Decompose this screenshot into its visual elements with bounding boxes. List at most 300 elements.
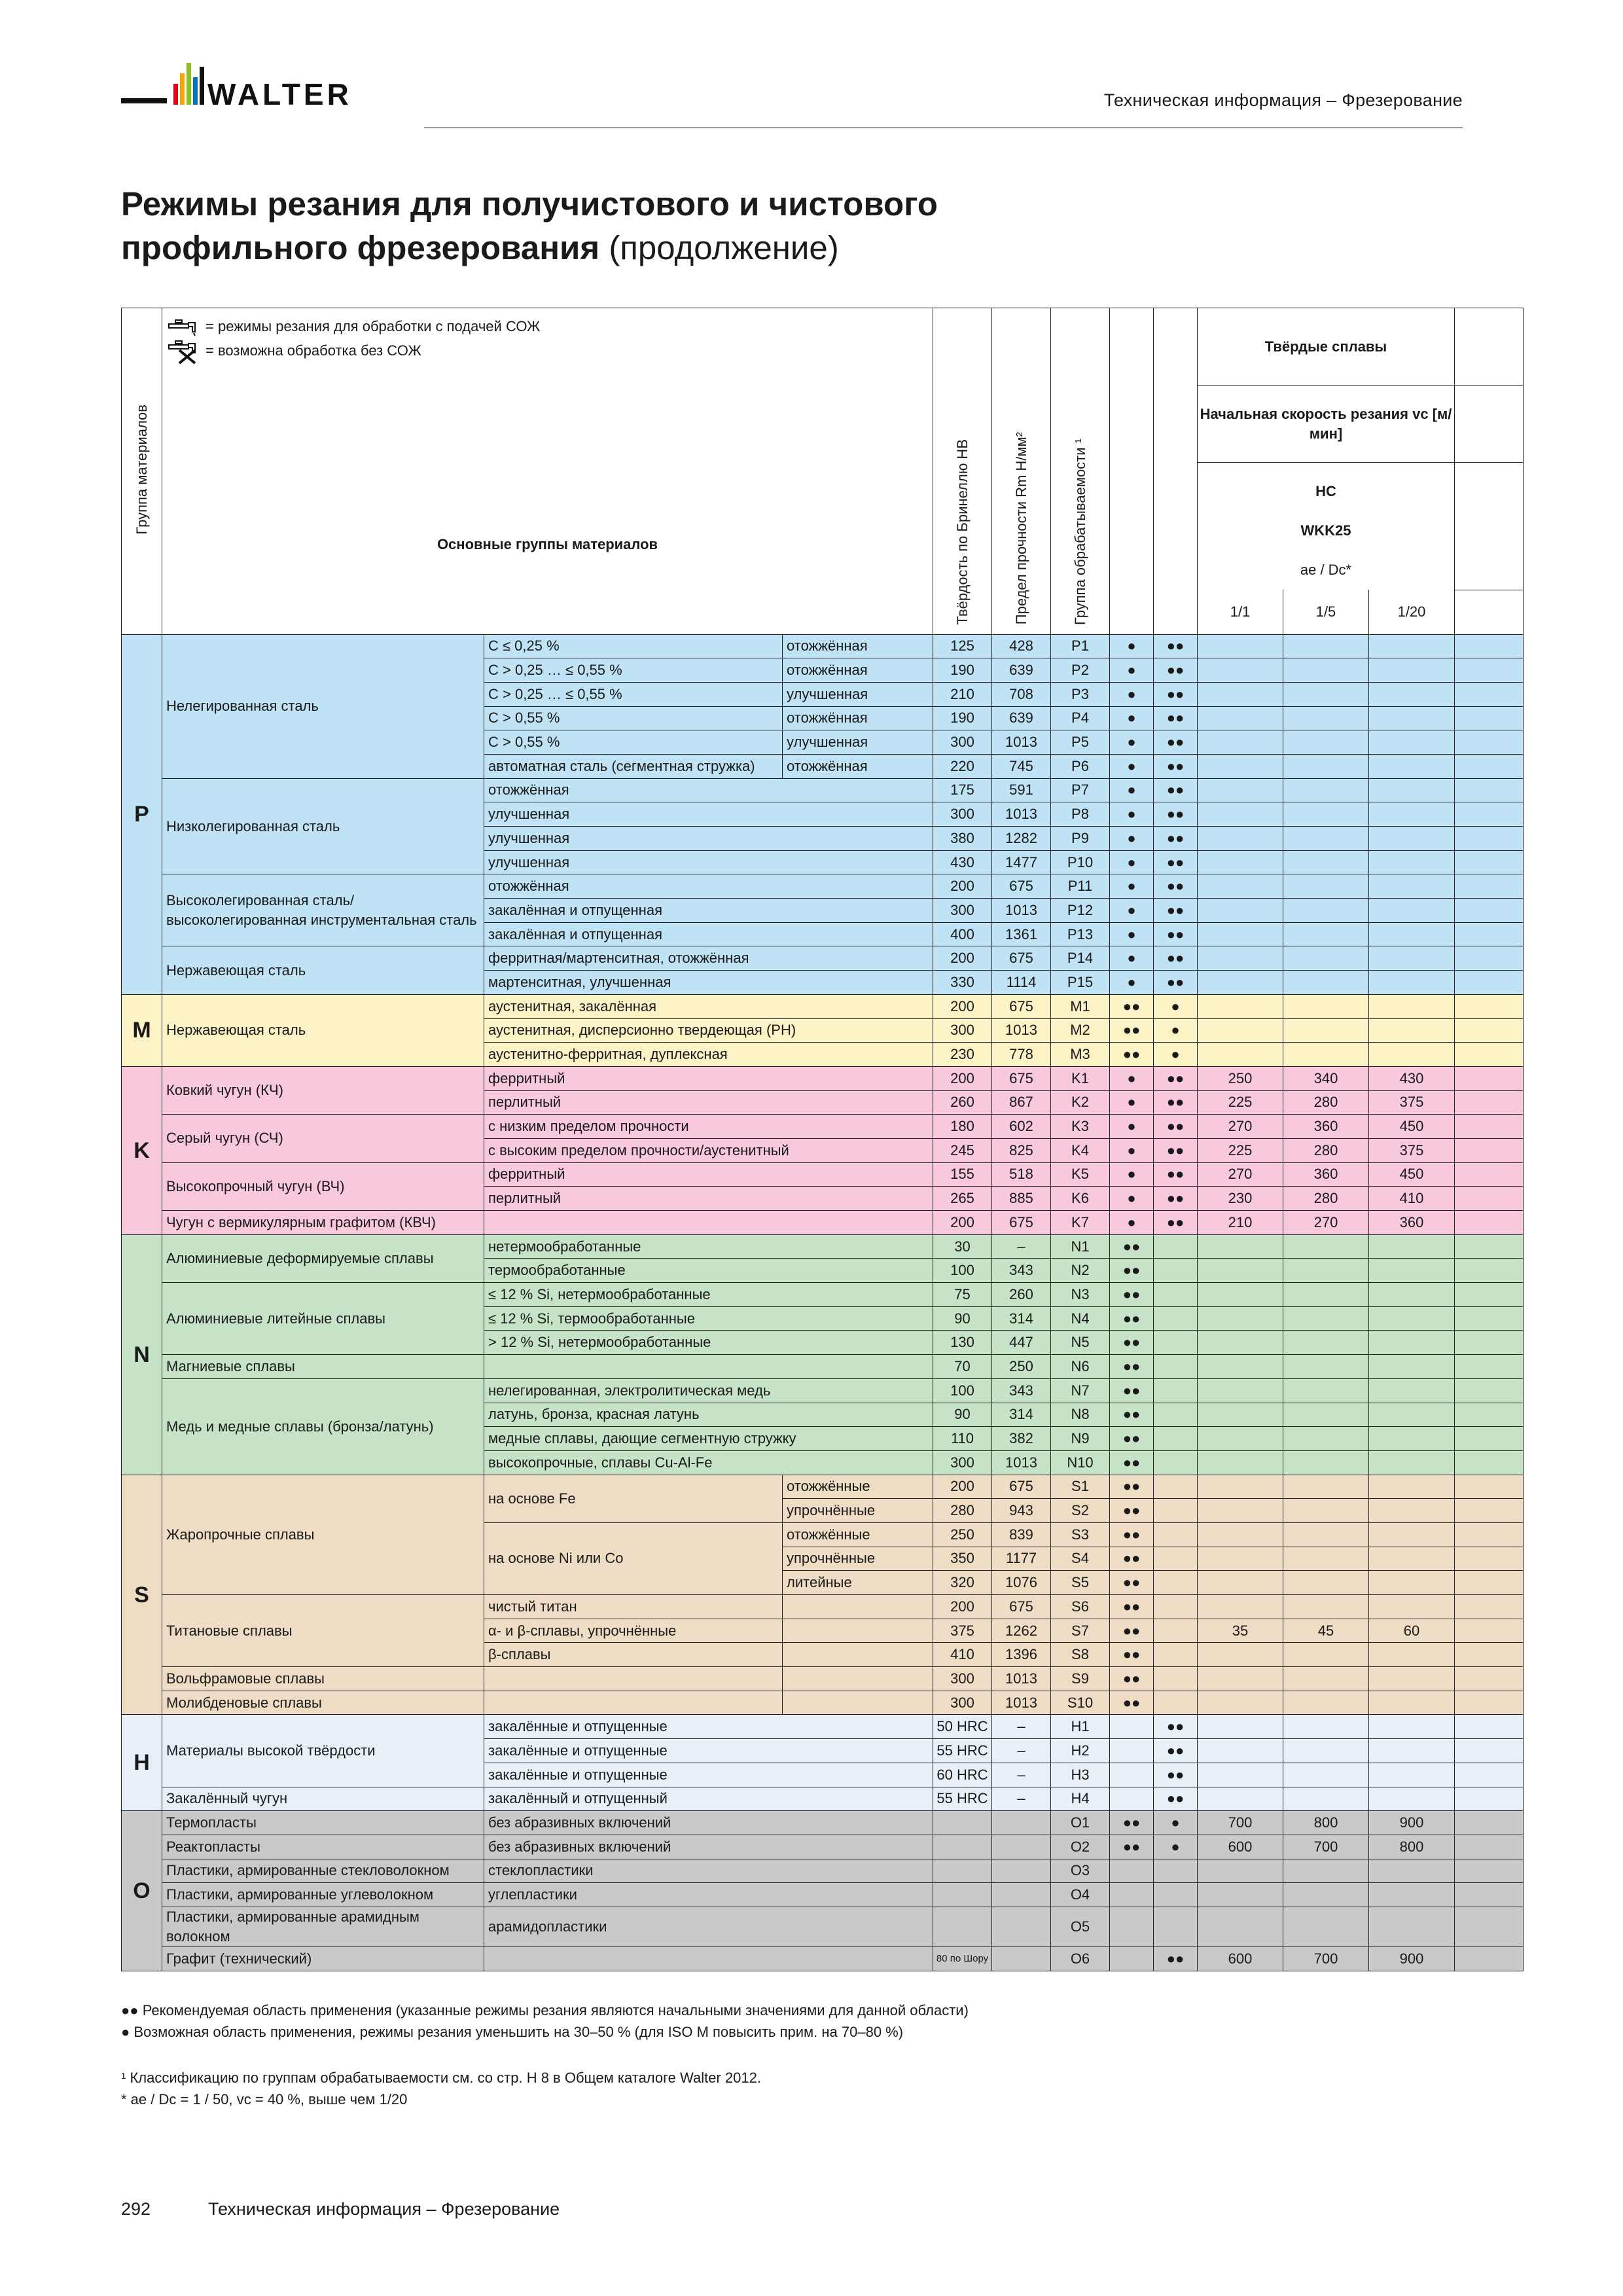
vc-1-20 <box>1369 1787 1455 1811</box>
rm-value: – <box>992 1763 1051 1787</box>
vc-1-5 <box>1283 730 1369 755</box>
vc-1-1 <box>1198 802 1283 827</box>
material-subgroup: закалённый и отпущенный <box>484 1787 933 1811</box>
vc-1-20: 375 <box>1369 1138 1455 1162</box>
material-condition: упрочнённые <box>783 1499 933 1523</box>
material-group-name: Пластики, армированные углеволокном <box>162 1883 484 1907</box>
hb-value: 55 HRC <box>933 1787 992 1811</box>
dry-rating <box>1154 1571 1198 1595</box>
rm-value: 943 <box>992 1499 1051 1523</box>
rm-value <box>992 1859 1051 1883</box>
material-subgroup: отожжённая <box>484 778 933 802</box>
dry-rating: ●● <box>1154 1066 1198 1090</box>
vc-1-1: 270 <box>1198 1115 1283 1139</box>
material-condition: отожжённая <box>783 634 933 658</box>
group-s <box>122 1475 1524 1715</box>
group-m <box>122 994 1524 1066</box>
hb-value: 110 <box>933 1427 992 1451</box>
vc-1-1 <box>1198 1499 1283 1523</box>
vc-1-5 <box>1283 1571 1369 1595</box>
vc-1-1 <box>1198 1403 1283 1427</box>
cut-edge <box>1455 658 1524 683</box>
hb-value: 200 <box>933 1066 992 1090</box>
vc-1-1 <box>1198 922 1283 946</box>
hb-value: 125 <box>933 634 992 658</box>
rm-value: – <box>992 1787 1051 1811</box>
machinability-group: N6 <box>1051 1355 1110 1379</box>
vc-1-20 <box>1369 1883 1455 1907</box>
hb-value: 100 <box>933 1259 992 1283</box>
cut-edge <box>1455 827 1524 851</box>
dry-rating <box>1154 1907 1198 1946</box>
vc-1-20 <box>1369 922 1455 946</box>
material-subgroup: арамидопластики <box>484 1907 933 1946</box>
rm-value: 382 <box>992 1427 1051 1451</box>
wet-rating <box>1110 1763 1154 1787</box>
wet-rating: ● <box>1110 850 1154 874</box>
table-row <box>122 1907 1524 1946</box>
group-n <box>122 1234 1524 1475</box>
cut-edge <box>1455 1211 1524 1235</box>
vc-1-5: 270 <box>1283 1211 1369 1235</box>
material-subgroup: термообработанные <box>484 1259 933 1283</box>
material-subgroup: перлитный <box>484 1187 933 1211</box>
rm-value: 343 <box>992 1259 1051 1283</box>
footnotes <box>121 2067 761 2110</box>
cut-edge <box>1455 899 1524 923</box>
dry-rating: ●● <box>1154 1739 1198 1763</box>
machinability-group: N7 <box>1051 1378 1110 1403</box>
dry-rating <box>1154 1355 1198 1379</box>
table-row <box>122 1946 1524 1971</box>
material-subgroup: с низким пределом прочности <box>484 1115 933 1139</box>
cut-edge <box>1455 1090 1524 1115</box>
table-row <box>122 1667 1524 1691</box>
vc-1-1 <box>1198 1234 1283 1259</box>
machinability-group: H1 <box>1051 1715 1110 1739</box>
wet-rating: ● <box>1110 1090 1154 1115</box>
vc-1-20 <box>1369 1595 1455 1619</box>
material-subgroup: C > 0,25 … ≤ 0,55 % <box>484 682 783 706</box>
wet-rating: ●● <box>1110 1475 1154 1499</box>
cut-edge <box>1455 1331 1524 1355</box>
machinability-group: N2 <box>1051 1259 1110 1283</box>
vc-1-20 <box>1369 1355 1455 1379</box>
hb-value: 265 <box>933 1187 992 1211</box>
wet-rating: ●● <box>1110 1522 1154 1547</box>
rm-value: 591 <box>992 778 1051 802</box>
wet-rating: ●● <box>1110 1450 1154 1475</box>
material-subgroup: латунь, бронза, красная латунь <box>484 1403 933 1427</box>
cut-edge <box>1455 1619 1524 1643</box>
material-group-name: Серый чугун (СЧ) <box>162 1115 484 1162</box>
vc-1-1 <box>1198 1691 1283 1715</box>
vc-1-20 <box>1369 1283 1455 1307</box>
dry-rating: ●● <box>1154 850 1198 874</box>
hb-value: 90 <box>933 1403 992 1427</box>
vc-1-20 <box>1369 1475 1455 1499</box>
machinability-group: S6 <box>1051 1595 1110 1619</box>
hb-value: 200 <box>933 1475 992 1499</box>
hb-value: 200 <box>933 994 992 1018</box>
wet-rating <box>1110 1946 1154 1971</box>
iso-group-letter: H <box>122 1715 162 1811</box>
table-row <box>122 1595 1524 1619</box>
vc-1-20 <box>1369 850 1455 874</box>
vc-1-5 <box>1283 1595 1369 1619</box>
footer-title: Техническая информация – Фрезерование <box>208 2199 560 2219</box>
material-condition: улучшенная <box>783 682 933 706</box>
note-possible: ● Возможная область применения, режимы резания уменьшить на 30–50 % (для ISO M повысить прим. на 70–80 %) <box>121 2024 904 2040</box>
vc-1-20: 450 <box>1369 1115 1455 1139</box>
machinability-group: O3 <box>1051 1859 1110 1883</box>
table-row <box>122 946 1524 971</box>
machinability-group: P7 <box>1051 778 1110 802</box>
rm-value: 745 <box>992 754 1051 778</box>
table-row <box>122 1691 1524 1715</box>
rm-value: 428 <box>992 634 1051 658</box>
machinability-group: S2 <box>1051 1499 1110 1523</box>
material-group-name: Графит (технический) <box>162 1946 484 1971</box>
vc-1-1 <box>1198 1355 1283 1379</box>
material-subgroup: C > 0,55 % <box>484 730 783 755</box>
machinability-group: N5 <box>1051 1331 1110 1355</box>
rm-value: 260 <box>992 1283 1051 1307</box>
cut-edge <box>1455 1427 1524 1451</box>
machinability-group: P15 <box>1051 971 1110 995</box>
material-subgroup: C > 0,25 … ≤ 0,55 % <box>484 658 783 683</box>
material-group-name: Высоколегированная сталь/высоколегированная инструментальная сталь <box>162 874 484 946</box>
cut-edge <box>1455 1043 1524 1067</box>
vc-1-5 <box>1283 946 1369 971</box>
vc-1-1 <box>1198 946 1283 971</box>
vc-1-1 <box>1198 1522 1283 1547</box>
group-o <box>122 1811 1524 1971</box>
material-subgroup: чистый титан <box>484 1595 783 1619</box>
cut-edge <box>1455 1667 1524 1691</box>
rm-value: 602 <box>992 1115 1051 1139</box>
cut-edge <box>1455 1403 1524 1427</box>
dry-rating: ●● <box>1154 874 1198 899</box>
rm-value: 1361 <box>992 922 1051 946</box>
hb-value: 200 <box>933 946 992 971</box>
vc-1-1: 600 <box>1198 1946 1283 1971</box>
group-k <box>122 1066 1524 1234</box>
iso-group-letter: P <box>122 634 162 994</box>
rm-value: – <box>992 1234 1051 1259</box>
machinability-group: S1 <box>1051 1475 1110 1499</box>
iso-group-letter: N <box>122 1234 162 1475</box>
material-subgroup: улучшенная <box>484 827 933 851</box>
vc-1-5 <box>1283 1499 1369 1523</box>
wet-rating: ● <box>1110 802 1154 827</box>
note-recommended: ●● Рекомендуемая область применения (указанные режимы резания являются начальными значениями для данной области) <box>121 2002 969 2018</box>
vc-1-20 <box>1369 634 1455 658</box>
hb-header: Твёрдость по Бринеллю HB <box>933 308 992 635</box>
machinability-group: O5 <box>1051 1907 1110 1946</box>
rm-value: 250 <box>992 1355 1051 1379</box>
table-row <box>122 1162 1524 1187</box>
machinability-group: H2 <box>1051 1739 1110 1763</box>
cut-edge <box>1455 922 1524 946</box>
walter-logo <box>121 59 396 131</box>
vc-1-1 <box>1198 706 1283 730</box>
vc-1-1 <box>1198 827 1283 851</box>
vc-1-1 <box>1198 1907 1283 1946</box>
material-condition: отожжённые <box>783 1475 933 1499</box>
vc-1-5: 360 <box>1283 1115 1369 1139</box>
vc-1-5 <box>1283 1907 1369 1946</box>
vc-1-5 <box>1283 1859 1369 1883</box>
dry-rating <box>1154 1619 1198 1643</box>
wet-rating: ● <box>1110 634 1154 658</box>
wet-rating <box>1110 1907 1154 1946</box>
rm-value: 518 <box>992 1162 1051 1187</box>
vc-1-5: 280 <box>1283 1090 1369 1115</box>
hb-value: 245 <box>933 1138 992 1162</box>
wet-rating: ● <box>1110 827 1154 851</box>
material-condition: отожжённая <box>783 658 933 683</box>
material-subgroup: нетермообработанные <box>484 1234 933 1259</box>
material-condition: отожжённые <box>783 1522 933 1547</box>
grade-label: WKK25 <box>1300 522 1351 539</box>
material-group-name: Нелегированная сталь <box>162 634 484 778</box>
vc-1-5 <box>1283 634 1369 658</box>
vc-1-5 <box>1283 899 1369 923</box>
machinability-group: N10 <box>1051 1450 1110 1475</box>
vc-1-5: 280 <box>1283 1187 1369 1211</box>
rm-value: 1177 <box>992 1547 1051 1571</box>
vc-1-20 <box>1369 1403 1455 1427</box>
vc-1-1 <box>1198 1306 1283 1331</box>
dry-rating: ●● <box>1154 1090 1198 1115</box>
wet-rating: ● <box>1110 754 1154 778</box>
wet-rating: ● <box>1110 946 1154 971</box>
material-subgroup: на основе Fe <box>484 1475 783 1522</box>
dry-rating: ●● <box>1154 1138 1198 1162</box>
hb-value <box>933 1811 992 1835</box>
machinability-group: P4 <box>1051 706 1110 730</box>
machinability-group: P2 <box>1051 658 1110 683</box>
cut-edge <box>1455 1283 1524 1307</box>
wet-rating: ●● <box>1110 1427 1154 1451</box>
vc-1-5 <box>1283 1547 1369 1571</box>
vc-1-20: 450 <box>1369 1162 1455 1187</box>
material-subgroup: закалённая и отпущенная <box>484 899 933 923</box>
vc-1-20 <box>1369 971 1455 995</box>
rm-value: 639 <box>992 658 1051 683</box>
rm-value: 675 <box>992 1066 1051 1090</box>
footnote-star: * ae / Dc = 1 / 50, vc = 40 %, выше чем 1/20 <box>121 2091 408 2108</box>
wet-rating: ●● <box>1110 1378 1154 1403</box>
vc-1-20 <box>1369 706 1455 730</box>
hb-value: 300 <box>933 1018 992 1043</box>
machinability-group: K1 <box>1051 1066 1110 1090</box>
vc-1-1 <box>1198 994 1283 1018</box>
vc-1-20 <box>1369 1907 1455 1946</box>
material-subgroup <box>484 1355 933 1379</box>
dry-no-coolant-icon <box>166 338 205 365</box>
hb-value: 220 <box>933 754 992 778</box>
rm-value: 314 <box>992 1306 1051 1331</box>
table-row <box>122 1883 1524 1907</box>
cut-edge <box>1455 874 1524 899</box>
material-group-header: Группа материалов <box>122 308 162 635</box>
table-row <box>122 1715 1524 1739</box>
machinability-group: K6 <box>1051 1187 1110 1211</box>
dry-rating: ● <box>1154 1835 1198 1859</box>
hb-value: 70 <box>933 1355 992 1379</box>
vc-1-1: 225 <box>1198 1090 1283 1115</box>
material-group-name: Реактопласты <box>162 1835 484 1859</box>
dry-rating <box>1154 1259 1198 1283</box>
vc-1-20: 375 <box>1369 1090 1455 1115</box>
wet-rating: ●● <box>1110 1259 1154 1283</box>
dry-rating <box>1154 1522 1198 1547</box>
hb-value: 200 <box>933 1211 992 1235</box>
hb-value: 410 <box>933 1643 992 1667</box>
material-condition <box>783 1643 933 1667</box>
vc-1-20: 430 <box>1369 1066 1455 1090</box>
vc-1-20 <box>1369 682 1455 706</box>
header-section-title: Техническая информация – Фрезерование <box>1103 90 1463 110</box>
machinability-group: P5 <box>1051 730 1110 755</box>
hb-value: 210 <box>933 682 992 706</box>
vc-1-20: 900 <box>1369 1811 1455 1835</box>
hb-value <box>933 1859 992 1883</box>
cut-edge <box>1455 1691 1524 1715</box>
dry-rating: ●● <box>1154 802 1198 827</box>
rm-value: 675 <box>992 946 1051 971</box>
dry-rating: ●● <box>1154 922 1198 946</box>
cut-edge <box>1455 1811 1524 1835</box>
rm-value: – <box>992 1739 1051 1763</box>
table-row <box>122 1115 1524 1139</box>
rm-value: 1013 <box>992 802 1051 827</box>
hb-value: 280 <box>933 1499 992 1523</box>
machinability-group: P1 <box>1051 634 1110 658</box>
hb-value: 375 <box>933 1619 992 1643</box>
vc-1-1 <box>1198 874 1283 899</box>
vc-1-20 <box>1369 827 1455 851</box>
vc-1-1 <box>1198 850 1283 874</box>
cut-edge <box>1455 706 1524 730</box>
hb-value <box>933 1883 992 1907</box>
dry-rating: ●● <box>1154 1211 1198 1235</box>
material-group-name: Термопласты <box>162 1811 484 1835</box>
vc-1-20 <box>1369 994 1455 1018</box>
vc-1-5 <box>1283 1355 1369 1379</box>
wet-rating: ●● <box>1110 1619 1154 1643</box>
machinability-group: N8 <box>1051 1403 1110 1427</box>
vc-1-1 <box>1198 971 1283 995</box>
material-condition <box>783 1595 933 1619</box>
vc-1-20 <box>1369 1739 1455 1763</box>
hb-value: 190 <box>933 658 992 683</box>
dry-rating: ● <box>1154 994 1198 1018</box>
hb-value: 300 <box>933 730 992 755</box>
table-row <box>122 1355 1524 1379</box>
hb-value: 60 HRC <box>933 1763 992 1787</box>
dry-rating <box>1154 1595 1198 1619</box>
cut-edge <box>1455 802 1524 827</box>
machinability-group: K7 <box>1051 1211 1110 1235</box>
dry-rating <box>1154 1547 1198 1571</box>
wet-rating: ●● <box>1110 1595 1154 1619</box>
machinability-group: P14 <box>1051 946 1110 971</box>
vc-1-1 <box>1198 1378 1283 1403</box>
wet-rating <box>1110 1715 1154 1739</box>
rm-value: 1013 <box>992 1691 1051 1715</box>
table-row <box>122 1859 1524 1883</box>
vc-1-1 <box>1198 1787 1283 1811</box>
vc-1-1 <box>1198 1450 1283 1475</box>
vc-1-1 <box>1198 1427 1283 1451</box>
machinability-group: K5 <box>1051 1162 1110 1187</box>
vc-1-20 <box>1369 658 1455 683</box>
rm-value: 778 <box>992 1043 1051 1067</box>
hb-value: 330 <box>933 971 992 995</box>
vc-1-5: 340 <box>1283 1066 1369 1090</box>
vc-1-20: 60 <box>1369 1619 1455 1643</box>
dry-rating: ●● <box>1154 778 1198 802</box>
vc-1-20 <box>1369 754 1455 778</box>
vc-1-5: 800 <box>1283 1811 1369 1835</box>
vc-1-1 <box>1198 1571 1283 1595</box>
rm-value: 314 <box>992 1403 1051 1427</box>
dry-rating: ●● <box>1154 706 1198 730</box>
material-group-name: Нержавеющая сталь <box>162 994 484 1066</box>
vc-1-20 <box>1369 1691 1455 1715</box>
machinability-group: K3 <box>1051 1115 1110 1139</box>
wet-rating: ● <box>1110 1066 1154 1090</box>
machinability-group: P13 <box>1051 922 1110 946</box>
material-subgroup: медные сплавы, дающие сегментную стружку <box>484 1427 933 1451</box>
rm-value: 675 <box>992 1595 1051 1619</box>
material-group-name: Алюминиевые литейные сплавы <box>162 1283 484 1355</box>
wet-rating: ●● <box>1110 1283 1154 1307</box>
vc-1-5 <box>1283 1883 1369 1907</box>
wet-rating <box>1110 1859 1154 1883</box>
hc-label: HC <box>1315 483 1336 499</box>
vc-1-5 <box>1283 682 1369 706</box>
cut-edge <box>1455 1499 1524 1523</box>
rm-value: 1114 <box>992 971 1051 995</box>
wet-rating: ● <box>1110 874 1154 899</box>
wet-rating: ●● <box>1110 1547 1154 1571</box>
cut-edge <box>1455 1138 1524 1162</box>
vc-1-5 <box>1283 1763 1369 1787</box>
table-row <box>122 1234 1524 1259</box>
wet-rating: ●● <box>1110 1643 1154 1667</box>
rm-value: 1013 <box>992 1450 1051 1475</box>
cut-edge <box>1455 682 1524 706</box>
vc-1-5 <box>1283 1259 1369 1283</box>
vc-1-20: 360 <box>1369 1211 1455 1235</box>
material-subgroup: перлитный <box>484 1090 933 1115</box>
wet-rating: ●● <box>1110 1811 1154 1835</box>
machinability-group: N1 <box>1051 1234 1110 1259</box>
dry-rating: ●● <box>1154 1763 1198 1787</box>
material-subgroup: с высоким пределом прочности/аустенитный <box>484 1138 933 1162</box>
wet-col-top <box>1110 308 1154 635</box>
hb-value: 320 <box>933 1571 992 1595</box>
cut-edge <box>1455 946 1524 971</box>
vc-1-1 <box>1198 682 1283 706</box>
legend-notes <box>121 2000 969 2043</box>
dry-rating <box>1154 1403 1198 1427</box>
ratio-label: ae / Dc* <box>1300 562 1352 578</box>
